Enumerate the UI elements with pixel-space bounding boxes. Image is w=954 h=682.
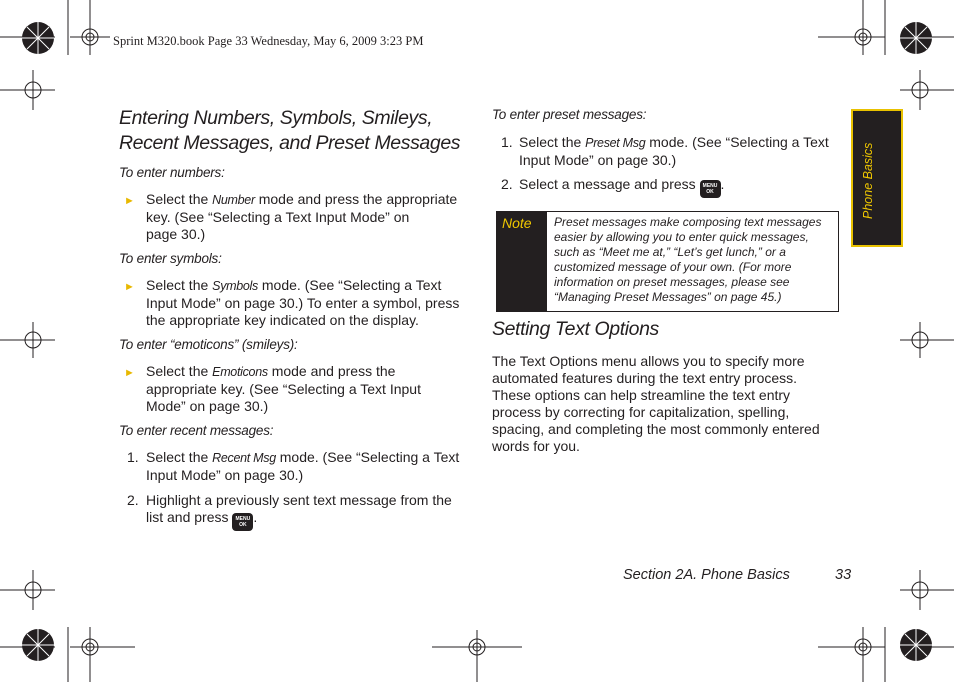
- emoticons-line2: appropriate key. (See “Selecting a Text Input: [146, 381, 421, 397]
- emoticons-subhead: To enter “emoticons” (smileys):: [119, 337, 298, 352]
- options-line4: process by correcting for capitalization, spelling,: [492, 404, 790, 420]
- recent-msg-mode-term: Recent Msg: [212, 451, 276, 465]
- symbols-subhead: To enter symbols:: [119, 251, 222, 266]
- bullet-icon: ►: [124, 281, 135, 293]
- recent-step2-line2: list and press: [146, 509, 233, 525]
- numbers-post-text: mode and press the appropriate: [254, 191, 458, 207]
- menu-key-label-top: MENU: [702, 183, 718, 189]
- options-heading: Setting Text Options: [492, 318, 659, 340]
- recent-step1-line2: Input Mode” on page 30.): [146, 467, 304, 483]
- menu-key-label-bottom: OK: [239, 522, 247, 528]
- preset-step1-pre: Select the: [519, 134, 586, 150]
- options-line5: spacing, and completing the most commonly entered: [492, 421, 820, 437]
- step-number: 2.: [127, 492, 139, 508]
- preset-step1-post: mode. (See “Selecting a Text: [645, 134, 829, 150]
- numbers-pre-text: Select the: [146, 191, 213, 207]
- menu-key-label-bottom: OK: [706, 189, 714, 195]
- recent-step2-line1: Highlight a previously sent text message from the: [146, 492, 452, 508]
- options-line2: automated features during the text entry process.: [492, 370, 798, 386]
- recent-step1-post: mode. (See “Selecting a Text: [275, 449, 460, 465]
- step-number: 2.: [501, 176, 513, 192]
- symbols-line3: the appropriate key indicated on the display.: [146, 312, 419, 328]
- note-line2: easier by allowing you to enter quick messages,: [554, 230, 809, 244]
- numbers-subhead: To enter numbers:: [119, 165, 225, 180]
- preset-msg-mode-term: Preset Msg: [585, 136, 646, 150]
- numbers-line2: key. (See “Selecting a Text Input Mode” on: [146, 209, 410, 225]
- menu-key-label-top: MENU: [235, 516, 251, 522]
- preset-step1-line2: Input Mode” on page 30.): [519, 152, 677, 168]
- emoticons-pre-text: Select the: [146, 363, 213, 379]
- note-line5: information on preset messages, please see: [554, 275, 790, 289]
- step-number: 1.: [501, 134, 513, 150]
- preset-step2-period: .: [720, 176, 725, 192]
- recent-subhead: To enter recent messages:: [119, 423, 274, 438]
- symbols-mode-term: Symbols: [212, 279, 258, 293]
- number-mode-term: Number: [212, 193, 255, 207]
- section-heading-line2: Recent Messages, and Preset Messages: [119, 132, 461, 154]
- step-number: 1.: [127, 449, 139, 465]
- recent-step2-period: .: [253, 509, 258, 525]
- emoticons-mode-term: Emoticons: [212, 365, 268, 379]
- preset-subhead: To enter preset messages:: [492, 107, 647, 122]
- note-label: Note: [502, 215, 532, 231]
- symbols-line2: Input Mode” on page 30.) To enter a symbol, press: [146, 295, 460, 311]
- recent-step1-pre: Select the: [146, 449, 213, 465]
- side-tab-label: Phone Basics: [861, 142, 875, 219]
- options-line3: These options can help streamline the text entry: [492, 387, 791, 403]
- options-line1: The Text Options menu allows you to specify more: [492, 353, 805, 369]
- section-heading-line1: Entering Numbers, Symbols, Smileys,: [119, 107, 433, 129]
- note-line6: “Managing Preset Messages” on page 45.): [554, 290, 782, 304]
- note-line4: customized message of your own. (For more: [554, 260, 792, 274]
- preset-step2-text: Select a message and press: [519, 176, 700, 192]
- bullet-icon: ►: [124, 367, 135, 379]
- bullet-icon: ►: [124, 195, 135, 207]
- footer-section: Section 2A. Phone Basics: [623, 567, 790, 583]
- note-line3: such as “Meet me at,” “Let’s get lunch,” or a: [554, 245, 786, 259]
- note-line1: Preset messages make composing text messages: [554, 215, 822, 229]
- print-header: Sprint M320.book Page 33 Wednesday, May 6, 2009 3:23 PM: [113, 34, 424, 48]
- emoticons-line3: Mode” on page 30.): [146, 398, 269, 414]
- options-line6: words for you.: [492, 438, 580, 454]
- symbols-post-text: mode. (See “Selecting a Text: [258, 277, 442, 293]
- numbers-line3: page 30.): [146, 226, 206, 242]
- emoticons-post-text: mode and press the: [267, 363, 396, 379]
- page-number: 33: [835, 567, 852, 583]
- symbols-pre-text: Select the: [146, 277, 213, 293]
